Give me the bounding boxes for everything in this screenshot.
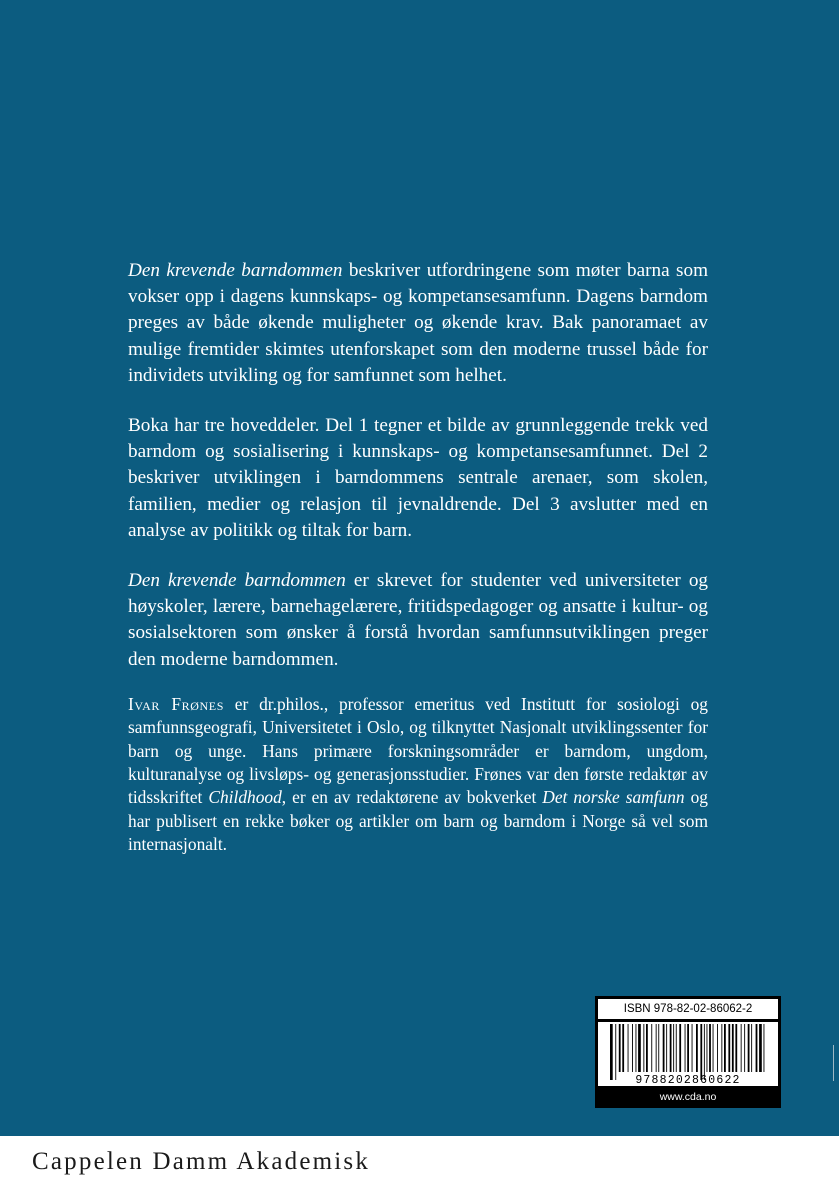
barcode-bar <box>670 1024 672 1072</box>
barcode-bar <box>713 1024 714 1072</box>
publisher-url: www.cda.no <box>659 1091 717 1103</box>
barcode-bar <box>676 1024 677 1072</box>
barcode-bar <box>628 1024 629 1072</box>
isbn-label: ISBN 978-82-02-86062-2 <box>598 999 778 1019</box>
isbn-barcode <box>595 996 781 1108</box>
barcode-bar <box>751 1024 752 1072</box>
edge-mark <box>833 1045 839 1081</box>
barcode-bar <box>700 1024 702 1080</box>
blurb-text <box>128 258 708 881</box>
barcode-bar <box>685 1024 686 1072</box>
barcode-bar <box>696 1024 698 1072</box>
barcode-digits: 9788202860622 <box>635 1074 741 1086</box>
author-name: Ivar Frønes <box>128 693 224 714</box>
barcode-bar <box>651 1024 652 1072</box>
barcode-graphic <box>598 1022 778 1086</box>
barcode-bar <box>656 1024 657 1072</box>
barcode-bar <box>721 1024 722 1072</box>
book-series-title: Det norske samfunn <box>542 787 685 808</box>
blurb-paragraph-2: Boka har tre hoveddeler. Del 1 tegner et bilde av grunnleggende trekk ved barndom og sosialisering i kunnskaps- og kompetansesamfunnet. Del 2 beskriver utviklingen i barndommens sentrale arenaer, som skolen, familien, medier og relasjon til jevnaldrende. Del 3 avslutter med en analyse av politikk og tiltak for barn. <box>128 415 708 541</box>
journal-title: Childhood <box>208 787 282 808</box>
barcode-bar <box>666 1024 667 1072</box>
barcode-bars-group <box>610 1024 764 1080</box>
barcode-bar <box>759 1024 762 1072</box>
barcode-bar <box>704 1024 705 1080</box>
barcode-bar <box>643 1024 644 1072</box>
barcode-bar <box>632 1024 633 1072</box>
barcode-bar <box>724 1024 726 1072</box>
barcode-bar <box>744 1024 745 1072</box>
barcode-bars <box>598 1022 778 1086</box>
barcode-bar <box>692 1024 693 1072</box>
barcode-bar <box>673 1024 674 1072</box>
barcode-bar <box>748 1024 750 1072</box>
barcode-bar <box>728 1024 730 1072</box>
barcode-bar <box>735 1024 737 1072</box>
barcode-bar <box>756 1024 758 1072</box>
barcode-bar <box>707 1024 708 1072</box>
author-bio: Ivar Frønes er dr.philos., professor emeritus ved Institutt for sosiologi og samfunnsgeografi, Universitetet i Oslo, og tilknyttet Nasjonalt utviklingssenter for barn og unge. Hans primære forskningsområder er barndom, ungdom, kulturanalyse og livsløps- og generasjonsstudier. Frønes var den første redaktør av tidsskriftet Childhood, er en av redaktørene av bokverket Det norske samfunn og har publisert en rekke bøker og artikler om barn og barndom i Norge så vel som internasjonalt. <box>128 693 708 855</box>
publisher-logo-text: Cappelen Damm Akademisk <box>32 1148 371 1175</box>
barcode-bar <box>638 1024 641 1072</box>
barcode-bar <box>764 1024 765 1072</box>
blurb-paragraph-1: Den krevende barndommen beskriver utfordringene som møter barna som vokser opp i dagens kunnskaps- og kompetansesamfunn. Dagens barndom preges av både økende muligheter og økende krav. Bak panoramaet av mulige fremtider skimtes utenforskapet som den moderne trussel både for individets utvikling og for samfunnet som helhet. <box>128 260 709 386</box>
book-title-italic: Den krevende barndommen <box>128 260 343 281</box>
book-title-italic: Den krevende barndommen <box>128 570 346 592</box>
barcode-bar <box>658 1024 659 1072</box>
blurb-paragraph-3: Den krevende barndommen er skrevet for studenter ved universiteter og høyskoler, lærere, barnehagelærere, fritidspedagoger og ansatte i kultur- og sosialsektoren som ønsker å forstå hvordan samfunnsutviklingen preger den moderne barndommen. <box>128 570 709 670</box>
barcode-bar <box>679 1024 681 1072</box>
barcode-bar <box>717 1024 718 1072</box>
barcode-bar <box>732 1024 734 1072</box>
barcode-bar <box>619 1024 621 1072</box>
barcode-bar <box>610 1024 613 1080</box>
barcode-bar <box>615 1024 616 1080</box>
barcode-bar <box>741 1024 742 1072</box>
barcode-bar <box>622 1024 624 1072</box>
barcode-bar <box>636 1024 637 1072</box>
barcode-bar <box>646 1024 648 1072</box>
barcode-bar <box>709 1024 711 1072</box>
barcode-bar <box>663 1024 665 1072</box>
barcode-bar <box>687 1024 689 1072</box>
